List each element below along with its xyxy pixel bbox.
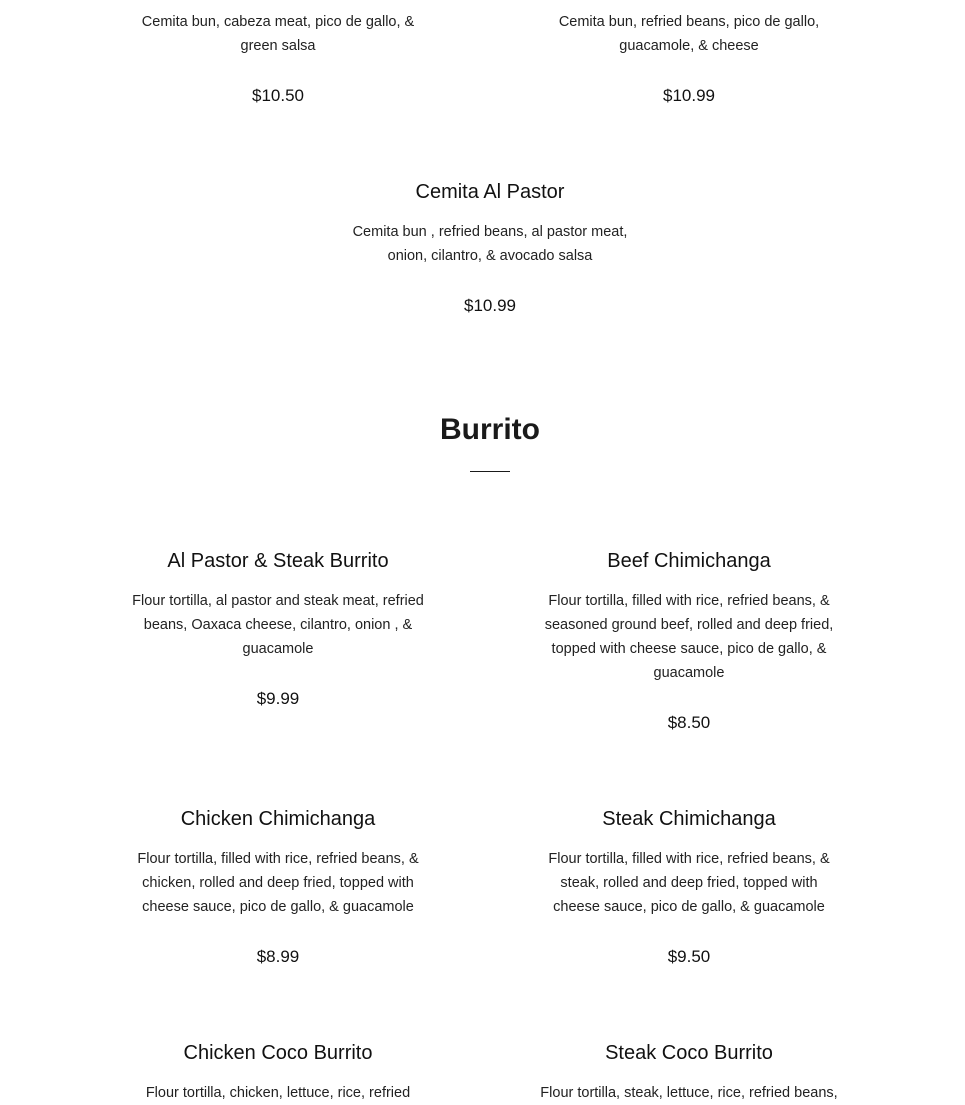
item-price: $10.99 — [464, 296, 516, 315]
item-description: Flour tortilla, filled with rice, refried beans, & steak, rolled and deep fried, topped with cheese sauce, pico de gallo, & guacamole — [548, 851, 830, 915]
section-title-burrito: Burrito — [440, 413, 540, 446]
item-description: Flour tortilla, steak, lettuce, rice, refried beans, — [540, 1085, 838, 1101]
menu-item-chicken-chimichanga — [133, 807, 423, 969]
menu-item-cemita-left — [138, 10, 418, 108]
item-price: $10.99 — [663, 86, 715, 105]
menu-item-steak-coco-burrito — [534, 1041, 844, 1105]
item-description: Flour tortilla, filled with rice, refried beans, & chicken, rolled and deep fried, topped with cheese sauce, pico de gallo, & guacamole — [137, 851, 419, 915]
item-description: Cemita bun, refried beans, pico de gallo, guacamole, & cheese — [558, 14, 820, 54]
item-name: Beef Chimichanga — [607, 550, 771, 572]
item-name: Steak Coco Burrito — [605, 1042, 773, 1064]
item-name: Cemita Al Pastor — [415, 181, 565, 203]
section-divider — [470, 471, 510, 472]
item-name: Steak Chimichanga — [602, 808, 776, 830]
item-name: Chicken Chimichanga — [180, 808, 376, 830]
menu-item-cemita-right — [549, 10, 829, 108]
item-description: Flour tortilla, al pastor and steak meat, refried beans, Oaxaca cheese, cilantro, onion , & guacamole — [132, 593, 424, 657]
item-price: $10.50 — [252, 86, 304, 105]
item-description: Cemita bun , refried beans, al pastor meat, onion, cilantro, & avocado salsa — [352, 224, 628, 264]
item-price: $8.50 — [667, 713, 711, 732]
item-description: Cemita bun, cabeza meat, pico de gallo, & green salsa — [141, 14, 415, 54]
menu-item-chicken-coco-burrito — [133, 1041, 423, 1105]
item-name: Chicken Coco Burrito — [183, 1042, 373, 1064]
item-description: Flour tortilla, chicken, lettuce, rice, refried — [145, 1085, 411, 1101]
item-name: Al Pastor & Steak Burrito — [167, 550, 389, 572]
item-price: $9.99 — [256, 689, 300, 708]
menu-item-cemita-al-pastor — [345, 180, 635, 318]
menu-item-beef-chimichanga — [537, 549, 841, 735]
item-price: $9.50 — [667, 947, 711, 966]
menu-item-al-pastor-steak-burrito — [128, 549, 428, 711]
menu-item-steak-chimichanga — [544, 807, 834, 969]
item-price: $8.99 — [256, 947, 300, 966]
item-description: Flour tortilla, filled with rice, refried beans, & seasoned ground beef, rolled and deep fried, topped with cheese sauce, pico de gallo, & guacamole — [544, 593, 834, 681]
